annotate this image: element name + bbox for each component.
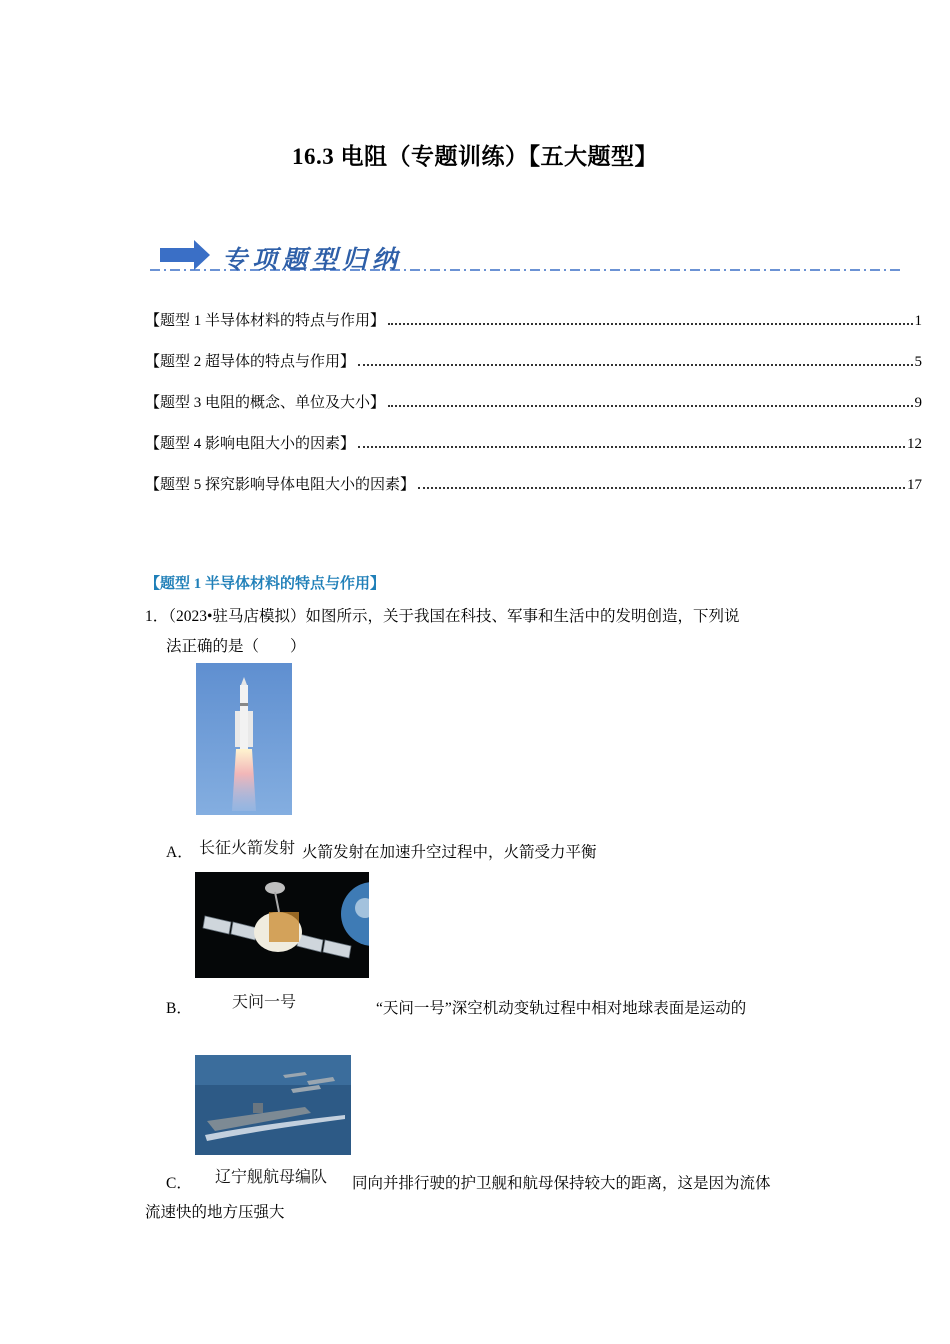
banner-title: 专项题型归纳 (222, 245, 403, 274)
toc-leader (388, 404, 912, 407)
option-b-letter[interactable]: B． (166, 1000, 192, 1017)
toc-entry[interactable] (145, 349, 922, 371)
toc-entry[interactable] (145, 308, 922, 330)
question-number: 1． (145, 608, 169, 625)
question-text: （2023•驻马店模拟）如图所示，关于我国在科技、军事和生活中的发明创造，下列说 (168, 608, 740, 625)
option-a-caption: 长征火箭发射 (199, 838, 296, 857)
toc-leader (418, 486, 905, 489)
page-title: 16.3 电阻（专题训练）【五大题型】 (292, 144, 658, 169)
toc-page-number: 12 (907, 436, 922, 452)
toc-entry[interactable] (145, 390, 922, 412)
toc-entry-label: 【题型 2 超导体的特点与作用】 (145, 354, 356, 370)
rocket-launch-image (196, 663, 292, 815)
toc-page-number: 1 (914, 313, 922, 329)
section-banner (150, 236, 902, 276)
toc-page-number: 17 (907, 477, 922, 493)
toc-entry-label: 【题型 3 电阻的概念、单位及大小】 (145, 395, 386, 411)
option-c-letter[interactable]: C． (166, 1175, 192, 1192)
toc-leader (358, 363, 912, 366)
option-b-text: “天问一号”深空机动变轨过程中相对地球表面是运动的 (376, 1000, 747, 1017)
toc-page-number: 5 (914, 354, 922, 370)
question-stem-continued: 法正确的是（ ） (166, 638, 306, 655)
toc-page-number: 9 (914, 395, 922, 411)
option-c-caption: 辽宁舰航母编队 (215, 1167, 328, 1186)
question-stem (145, 604, 739, 626)
toc-leader (388, 322, 912, 325)
option-a-text: 火箭发射在加速升空过程中，火箭受力平衡 (302, 844, 597, 861)
toc-entry-label: 【题型 1 半导体材料的特点与作用】 (145, 313, 386, 329)
tianwen-probe-image (195, 872, 369, 978)
option-c-text: 同向并排行驶的护卫舰和航母保持较大的距离，这是因为流体 (352, 1175, 771, 1192)
option-b-caption: 天问一号 (232, 992, 297, 1011)
toc-entry-label: 【题型 5 探究影响导体电阻大小的因素】 (145, 477, 416, 493)
toc-leader (358, 445, 905, 448)
option-a-letter[interactable]: A． (166, 844, 193, 861)
toc-entry[interactable] (145, 472, 922, 494)
toc-entry[interactable] (145, 431, 922, 453)
carrier-group-image (195, 1055, 351, 1155)
section-heading: 【题型 1 半导体材料的特点与作用】 (145, 576, 386, 592)
toc-entry-label: 【题型 4 影响电阻大小的因素】 (145, 436, 356, 452)
option-c-text-continued: 流速快的地方压强大 (145, 1204, 285, 1221)
